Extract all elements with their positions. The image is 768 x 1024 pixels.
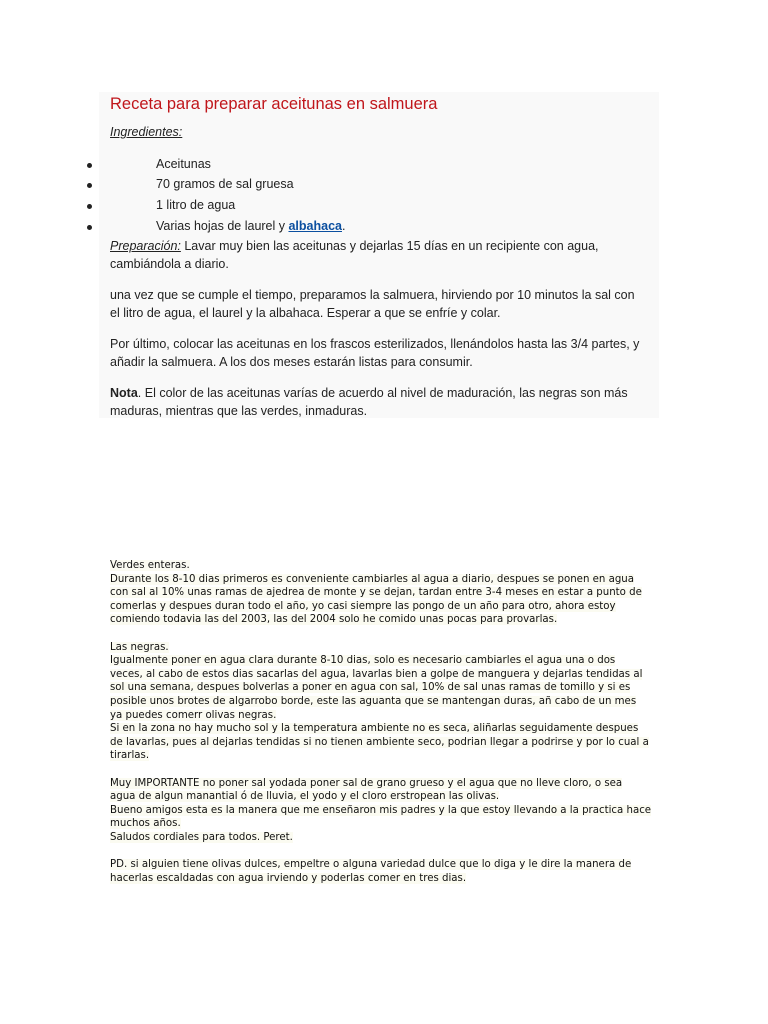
preparation-paragraph xyxy=(110,237,645,273)
forum-post-line: con sal al 10% unas ramas de ajedrea de monte y se dejan, tardan entre 3-4 meses en estar a punto de xyxy=(110,587,642,599)
bullet-icon xyxy=(87,225,92,230)
forum-post-line: Verdes enteras. xyxy=(110,560,190,571)
bullet-icon xyxy=(87,204,92,209)
albahaca-link[interactable]: albahaca xyxy=(288,219,342,233)
forum-post-line: Las negras. xyxy=(110,641,169,653)
recipe-title: Receta para preparar aceitunas en salmuera xyxy=(110,95,438,113)
forum-post-line: veces, al cabo de estos dias sacarlas del agua, lavarlas bien a golpe de manguera y dejarlas tendidas al xyxy=(110,668,643,680)
ingredient-item xyxy=(0,157,560,175)
forum-post xyxy=(110,559,668,885)
salmuera-paragraph: una vez que se cumple el tiempo, preparamos la salmuera, hirviendo por 10 minutos la sal con el litro de agua, el laurel y la albahaca. Esperar a que se enfríe y colar. xyxy=(110,288,635,320)
ingredient-text: Aceitunas xyxy=(156,157,211,171)
blank-line xyxy=(110,763,668,777)
forum-post-line: PD. si alguien tiene olivas dulces, empeltre o alguna variedad dulce que lo diga y le dire la manera de xyxy=(110,859,632,871)
forum-post-line: de lavarlas, pues al dejarlas tendidas si no tienen ambiente seco, podrian llegar a podrirse y por lo cual a xyxy=(110,736,649,748)
forum-post-line: Igualmente poner en agua clara durante 8-10 dias, solo es necesario cambiarles el agua una o dos xyxy=(110,655,616,667)
preparation-text: Lavar muy bien las aceitunas y dejarlas 15 días en un recipiente con agua, cambiándola a diario. xyxy=(110,239,599,271)
preparation-label: Preparación: xyxy=(110,239,181,253)
forum-post-line: Bueno amigos esta es la manera que me enseñaron mis padres y la que estoy llevando a la practica hace xyxy=(110,804,652,816)
forum-post-line: tirarlas. xyxy=(110,750,150,762)
forum-post-line: sol una semana, despues bolverlas a poner en agua con sal, 10% de sal unas ramas de tomillo y si es xyxy=(110,682,631,694)
nota-label: Nota xyxy=(110,386,138,400)
ingredient-text xyxy=(156,219,345,233)
forum-post-line: Si en la zona no hay mucho sol y la temperatura ambiente no es seca, aliñarlas seguidamente despues xyxy=(110,723,639,735)
forum-post-line: muchos años. xyxy=(110,818,181,830)
ingredients-label: Ingredientes: xyxy=(110,125,183,139)
forum-post-line: posible unos brotes de algarrobo borde, este las aguanta que se mantengan duras, añ cabo de un mes xyxy=(110,695,637,707)
forum-post-line: Muy IMPORTANTE no poner sal yodada poner sal de grano grueso y el agua que no lleve cloro, o sea xyxy=(110,777,623,789)
nota-paragraph xyxy=(110,384,645,420)
forum-post-line: ya puedes comerr olivas negras. xyxy=(110,709,277,721)
forum-post-line: agua de algun manantial ó de lluvia, el yodo y el cloro erstropean las olivas. xyxy=(110,791,500,803)
bullet-icon xyxy=(87,163,92,168)
ingredient-item xyxy=(0,177,560,195)
forum-post-line: Saludos cordiales para todos. Peret. xyxy=(110,831,293,843)
forum-post-line: comerlas y despues duran todo el año, yo casi siempre las pongo de un año para otro, ahora estoy xyxy=(110,600,616,612)
ingredient-text-prefix: Varias hojas de laurel y xyxy=(156,219,289,233)
blank-line xyxy=(110,627,668,641)
ingredient-text: 70 gramos de sal gruesa xyxy=(156,177,294,191)
final-paragraph: Por último, colocar las aceitunas en los frascos esterilizados, llenándolos hasta las 3/4 partes, y añadir la salmuera. A los dos meses estarán listas para consumir. xyxy=(110,337,640,369)
ingredient-item xyxy=(0,198,560,216)
nota-text: . El color de las aceitunas varías de acuerdo al nivel de maduración, las negras son más maduras, mientras que las verdes, inmaduras. xyxy=(110,386,628,418)
forum-post-line: Durante los 8-10 dias primeros es conveniente cambiarles al agua a diario, despues se ponen en agua xyxy=(110,573,635,585)
forum-post-line: comiendo todavia las del 2003, las del 2004 solo he comido unas pocas para provarlas. xyxy=(110,614,558,626)
bullet-icon xyxy=(87,183,92,188)
blank-line xyxy=(110,844,668,858)
ingredient-text: 1 litro de agua xyxy=(156,198,236,212)
ingredient-text-suffix: . xyxy=(342,219,346,233)
forum-post-line: hacerlas escaldadas con agua irviendo y poderlas comer en tres dias. xyxy=(110,872,467,884)
ingredient-item xyxy=(0,219,560,237)
